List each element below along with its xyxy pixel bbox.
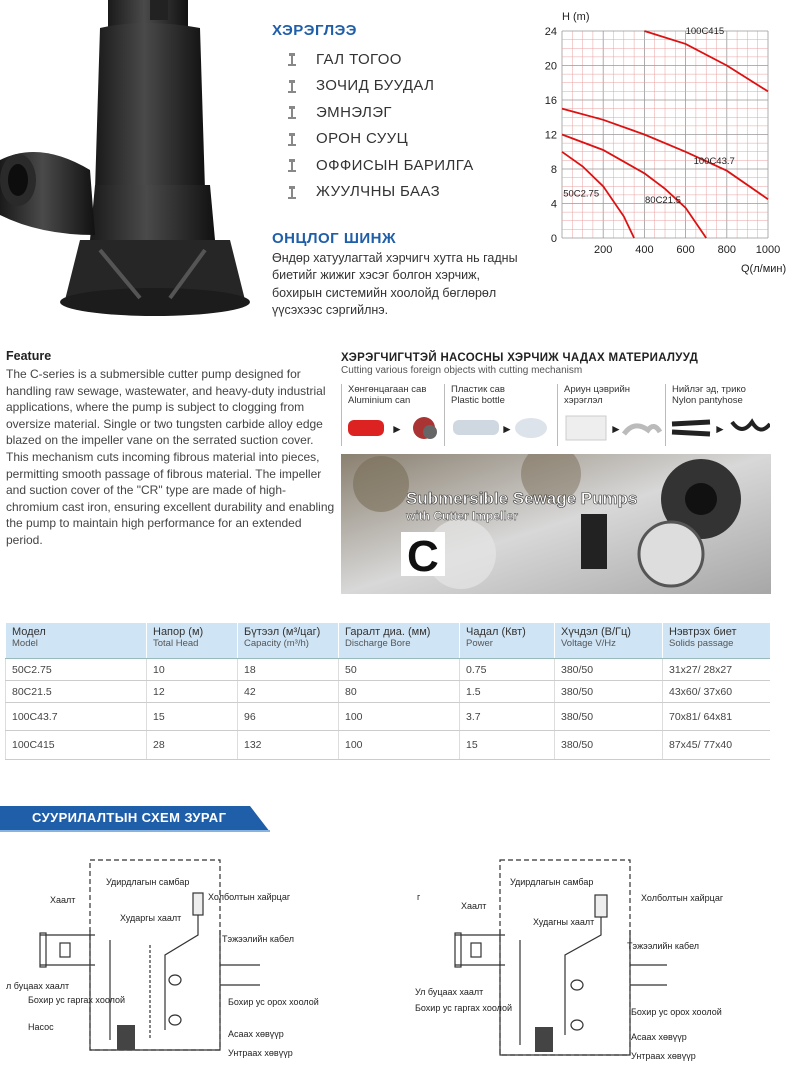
svg-text:Удирдлагын самбар: Удирдлагын самбар	[106, 877, 190, 887]
faucet-icon	[285, 156, 303, 174]
faucet-icon	[285, 130, 303, 148]
spec-table	[5, 623, 770, 760]
cutter-banner	[341, 454, 771, 594]
table-header: Бүтээл (м³/цаг) Capacity (m³/h)	[238, 623, 339, 659]
y-tick-label: 12	[544, 129, 557, 142]
table-header: Модел Model	[6, 623, 147, 659]
list-item: ОФФИСЫН БАРИЛГА	[285, 152, 474, 179]
table-row: 80C21.5 12 42 80 1.5 380/50 43x60/ 37x60	[6, 681, 771, 703]
x-tick-label: 200	[594, 244, 613, 256]
applications-list	[285, 46, 474, 205]
banner-line2: with Cutter Impeller	[406, 509, 519, 523]
x-tick-label: 800	[717, 244, 736, 256]
install-title: СУУРИЛАЛТЫН СХЕМ ЗУРАГ	[32, 810, 227, 825]
svg-text:Бохир ус гаргах хоолой: Бохир ус гаргах хоолой	[415, 1003, 513, 1013]
plastic-bottle-icon	[449, 412, 549, 442]
table-row: 50C2.75 10 18 50 0.75 380/50 31x27/ 28x27	[6, 659, 771, 681]
y-tick-label: 0	[550, 233, 557, 245]
cut-item-bottle: Пластик сав Plastic bottle ►	[444, 384, 553, 446]
faucet-icon	[285, 183, 303, 201]
list-item: ЖУУЛЧНЫ БААЗ	[285, 179, 474, 206]
svg-text:►: ►	[501, 422, 513, 436]
chart-ylabel: H (m)	[562, 11, 590, 23]
install-diagram-right	[405, 845, 787, 1075]
svg-text:Холболтын хайрцаг: Холболтын хайрцаг	[208, 892, 291, 902]
y-tick-label: 4	[550, 198, 557, 211]
applications-title: ХЭРЭГЛЭЭ	[272, 22, 357, 39]
series-label: 100C415	[685, 25, 725, 37]
pump-symbol	[117, 1025, 135, 1050]
cutting-title: ХЭРЭГЧИГЧТЭЙ НАСОСНЫ ХЭРЧИЖ ЧАДАХ МАТЕРИАЛУУД	[341, 352, 699, 364]
faucet-icon	[285, 50, 303, 68]
svg-text:Асаах хөвүүр: Асаах хөвүүр	[631, 1032, 687, 1042]
svg-text:Бохир ус орох хоолой: Бохир ус орох хоолой	[228, 997, 319, 1007]
table-header: Нэвтрэх биет Solids passage	[663, 623, 771, 659]
table-row: 100C43.7 15 96 100 3.7 380/50 70x81/ 64x81	[6, 703, 771, 731]
pump-photo	[0, 0, 265, 320]
banner-line1: Submersible Sewage Pumps	[406, 489, 638, 508]
series-label: 100C43.7	[693, 155, 735, 167]
svg-text:►: ►	[610, 422, 622, 436]
svg-text:Тэжээлийн кабел: Тэжээлийн кабел	[627, 941, 700, 951]
svg-text:►: ►	[714, 422, 726, 436]
install-diagram-left	[0, 845, 390, 1075]
cut-item-can: Хөнгөнцагаан сав Aluminium can ►	[341, 384, 450, 446]
feature-title: Feature	[6, 349, 52, 363]
svg-text:Холболтын хайрцаг: Холболтын хайрцаг	[641, 893, 724, 903]
y-tick-label: 8	[550, 164, 557, 176]
svg-text:Унтраах хөвүүр: Унтраах хөвүүр	[631, 1051, 696, 1061]
faucet-icon	[285, 103, 303, 121]
feature-mn-text: Өндөр хатуулагтай хэрчигч хутга нь гадны биетийг жижиг хэсэг болгон хэрчиж, бохирын системийн хоолойд бөглөрөл үүсэхээс сэргийлнэ.	[272, 251, 518, 317]
table-header-row	[6, 623, 771, 659]
svg-text:Хаалт: Хаалт	[50, 895, 76, 905]
chart-grid	[562, 31, 768, 238]
svg-text:Насос: Насос	[28, 1022, 54, 1032]
performance-chart	[528, 0, 787, 282]
cutting-subtitle: Cutting various foreign objects with cutting mechanism	[341, 365, 583, 376]
y-tick-label: 16	[544, 95, 557, 107]
faucet-icon	[285, 77, 303, 95]
list-item: ГАЛ ТОГОО	[285, 46, 474, 73]
table-header: Напор (м) Total Head	[147, 623, 238, 659]
svg-text:Тэжээлийн кабел: Тэжээлийн кабел	[222, 934, 295, 944]
svg-text:►: ►	[391, 422, 403, 436]
banner-letter: C	[407, 532, 439, 581]
x-tick-label: 1000	[755, 244, 781, 256]
x-tick-label: 600	[676, 244, 695, 256]
svg-text:Удирдлагын самбар: Удирдлагын самбар	[510, 877, 594, 887]
series-label: 80C21.5	[645, 194, 681, 206]
table-header: Чадал (Квт) Power	[460, 623, 555, 659]
svg-text:Ул буцаах хаалт: Ул буцаах хаалт	[415, 987, 484, 997]
svg-text:Унтраах хөвүүр: Унтраах хөвүүр	[228, 1048, 293, 1058]
svg-text:Бохир ус гаргах хоолой: Бохир ус гаргах хоолой	[28, 995, 126, 1005]
svg-text:Худагны хаалт: Худагны хаалт	[533, 917, 595, 927]
list-item: ЗОЧИД БУУДАЛ	[285, 73, 474, 100]
svg-text:Хаалт: Хаалт	[461, 901, 487, 911]
hygiene-product-icon	[562, 412, 662, 442]
svg-text:л буцаах хаалт: л буцаах хаалт	[6, 981, 70, 991]
pump-symbol	[535, 1027, 553, 1052]
list-item: ОРОН СУУЦ	[285, 126, 474, 153]
chart-xlabel: Q(л/мин)	[741, 263, 787, 275]
cut-item-hygiene: Ариун цэврийн хэрэглэл ►	[557, 384, 666, 446]
y-tick-label: 20	[544, 60, 557, 73]
feature-mn-title: ОНЦЛОГ ШИНЖ	[272, 230, 397, 247]
svg-text:Бохир ус орох хоолой: Бохир ус орох хоолой	[631, 1007, 722, 1017]
svg-text:Асаах хөвүүр: Асаах хөвүүр	[228, 1029, 284, 1039]
nylon-pantyhose-icon	[670, 412, 770, 442]
table-header: Хүчдэл (В/Гц) Voltage V/Hz	[555, 623, 663, 659]
svg-text:г: г	[417, 892, 421, 902]
aluminium-can-icon	[346, 412, 446, 442]
cut-item-nylon: Нийлэг эд, трико Nylon pantyhose ►	[665, 384, 774, 446]
table-row: 100C415 28 132 100 15 380/50 87x45/ 77x40	[6, 731, 771, 760]
series-label: 50C2.75	[563, 188, 600, 200]
y-tick-label: 24	[544, 26, 557, 38]
x-tick-label: 400	[635, 244, 654, 256]
list-item: ЭМНЭЛЭГ	[285, 99, 474, 126]
feature-text: The C-series is a submersible cutter pump designed for handling raw sewage, wastewater, and heavy-duty industrial applications, where the pump is subject to clogging from oversize material. Single or two tungsten carbide alloy edge blazed on the impeller vane on the serrated suction cover. This mechanism cuts incoming fibrous material into pieces, permitting smooth passage of fibrous material. The impeller and suction cover of the "CR" type are made of high-chromium cast iron, ensuring excellent durability and enabling the pump to maintain high performance for an extended period.	[6, 367, 335, 547]
svg-text:Хударгы хаалт: Хударгы хаалт	[120, 913, 182, 923]
table-header: Гаралт диа. (мм) Discharge Bore	[339, 623, 460, 659]
